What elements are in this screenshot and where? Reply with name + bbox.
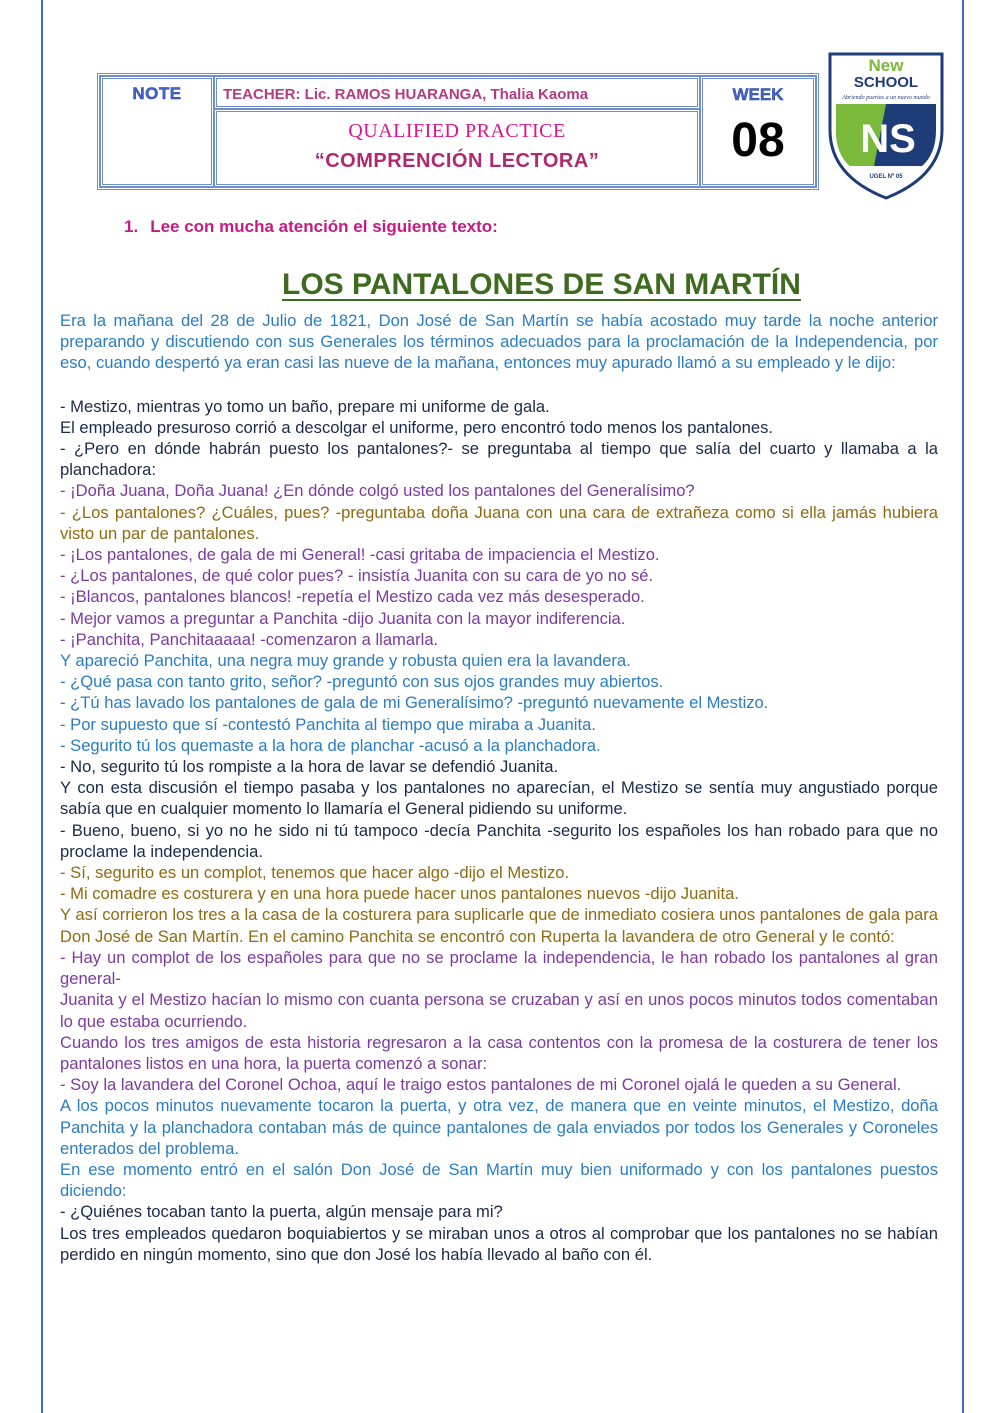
story-line: A los pocos minutos nuevamente tocaron la puerta, y otra vez, de manera que en veinte minutos, el Mestizo, doña Panchita y la planchadora contaban más de quince pantalones de gala enviados por todos los Generales y Coroneles enterados del problema. — [60, 1096, 938, 1158]
story-line: - ¡Blancos, pantalones blancos! -repetía el Mestizo cada vez más desesperado. — [60, 587, 645, 607]
story-line: - Mestizo, mientras yo tomo un baño, prepare mi uniforme de gala. — [60, 396, 550, 416]
story-line: Los tres empleados quedaron boquiabiertos y se miraban unos a otros al comprobar que los pantalones no se habían perdido en ningún momento, sino que don José los había llevado al baño con él. — [60, 1223, 938, 1264]
instruction-number: 1. — [124, 217, 139, 236]
story-line: - Soy la lavandera del Coronel Ochoa, aquí le traigo estos pantalones de mi Coronel ojalá le queden a su General. — [60, 1075, 902, 1095]
school-shield-icon — [826, 52, 946, 200]
story-line: - Hay un complot de los españoles para que no se proclame la independencia, le han robado los pantalones al gran general- — [60, 947, 938, 989]
week-number: 08 — [731, 114, 785, 167]
story-line: Y con esta discusión el tiempo pasaba y los pantalones no aparecían, el Mestizo se sentía muy angustiado porque sabía que en cualquier momento lo llamaría el General pidiendo su uniforme. — [60, 778, 938, 819]
story-line: - ¡Los pantalones, de gala de mi General! -casi gritaba de impaciencia el Mestizo. — [60, 545, 660, 565]
logo-monogram: NS — [860, 117, 916, 161]
logo-ugel: UGEL Nº 05 — [869, 174, 903, 180]
story-intro: Era la mañana del 28 de Julio de 1821, Don José de San Martín se había acostado muy tarde la noche anterior preparando y discutiendo con sus Generales los términos adecuados para la proclamación de la Independencia, por eso, cuando despertó ya eran casi las nueve de la mañana, entonces muy apurado llamó a su empleado y le dijo: — [60, 311, 938, 373]
teacher-cell — [214, 76, 700, 109]
title-cell — [214, 109, 700, 187]
logo-tagline: Abriendo puertas a un nuevo mundo — [842, 95, 930, 101]
story-line: - ¿Qué pasa con tanto grito, señor? -preguntó con sus ojos grandes muy abiertos. — [60, 672, 664, 692]
comprension-label: “COMPRENCIÓN LECTORA” — [314, 150, 600, 172]
story-line: - No, segurito tú los rompiste a la hora de lavar se defendió Juanita. — [60, 757, 559, 777]
story-line: - ¿Quiénes tocaban tanto la puerta, algún mensaje para mi? — [60, 1202, 503, 1222]
story-title: LOS PANTALONES DE SAN MARTÍN — [282, 268, 801, 301]
story-line: - ¡Panchita, Panchitaaaaa! -comenzaron a llamarla. — [60, 629, 439, 649]
story-line: - ¡Doña Juana, Doña Juana! ¿En dónde colgó usted los pantalones del Generalísimo? — [60, 481, 695, 501]
story-line: - Por supuesto que sí -contestó Panchita al tiempo que miraba a Juanita. — [60, 714, 596, 734]
story-line: - Segurito tú los quemaste a la hora de planchar -acusó a la planchadora. — [60, 735, 601, 755]
qualified-practice-label: QUALIFIED PRACTICE — [348, 120, 566, 142]
story-line: El empleado presuroso corrió a descolgar el uniforme, pero encontró todo menos los pantalones. — [60, 417, 774, 437]
story-line: Y apareció Panchita, una negra muy grande y robusta quien era la lavandera. — [60, 651, 631, 671]
page-border-right — [962, 0, 964, 1413]
story-line: Y así corrieron los tres a la casa de la costurera para suplicarle que de inmediato cosiera unos pantalones de gala para Don José de San Martín. En el camino Panchita se encontró con Ruperta la lavandera de otro General y le contó: — [60, 905, 938, 946]
story-line: - Bueno, bueno, si yo no he sido ni tú tampoco -decía Panchita -segurito los españoles los han robado para que no proclame la independencia. — [60, 820, 938, 861]
story-line: - ¿Los pantalones? ¿Cuáles, pues? -preguntaba doña Juana con una cara de extrañeza como si ella jamás hubiera visto un par de pantalones. — [60, 502, 938, 543]
story-line: - Sí, segurito es un complot, tenemos que hacer algo -dijo el Mestizo. — [60, 863, 570, 883]
story-line: - ¿Tú has lavado los pantalones de gala de mi Generalísimo? -preguntó nuevamente el Mestizo. — [60, 693, 769, 713]
logo-new: New — [868, 56, 904, 75]
teacher-label: TEACHER: Lic. RAMOS HUARANGA, Thalia Kaoma — [223, 86, 589, 103]
instruction — [124, 217, 498, 237]
story-body — [60, 310, 938, 1265]
week-label: WEEK — [732, 85, 784, 104]
story-line: En ese momento entró en el salón Don José de San Martín muy bien uniformado y con los pantalones puestos diciendo: — [60, 1159, 938, 1201]
story-line: Cuando los tres amigos de esta historia regresaron a la casa contentos con la promesa de la costurera de tener los pantalones listos en una hora, la puerta comenzó a sonar: — [60, 1032, 938, 1073]
header-table — [97, 73, 819, 190]
note-label: NOTE — [132, 84, 182, 103]
story-line: - Mejor vamos a preguntar a Panchita -dijo Juanita con la mayor indiferencia. — [60, 608, 626, 628]
page-border-left — [41, 0, 43, 1413]
story-line: - Mi comadre es costurera y en una hora puede hacer unos pantalones nuevos -dijo Juanita. — [60, 884, 739, 904]
story-line: - ¿Pero en dónde habrán puesto los pantalones?- se preguntaba al tiempo que salía del cuarto y llamaba a la planchadora: — [60, 439, 938, 480]
story-line: Juanita y el Mestizo hacían lo mismo con cuanta persona se cruzaban y así en unos pocos minutos todos comentaban lo que estaba ocurriendo. — [60, 990, 938, 1031]
story-line: - ¿Los pantalones, de qué color pues? - insistía Juanita con su cara de yo no sé. — [60, 566, 654, 586]
week-cell — [700, 76, 816, 187]
note-cell — [100, 76, 214, 187]
instruction-text: Lee con mucha atención el siguiente texto: — [150, 217, 498, 236]
logo-school: SCHOOL — [853, 74, 919, 91]
